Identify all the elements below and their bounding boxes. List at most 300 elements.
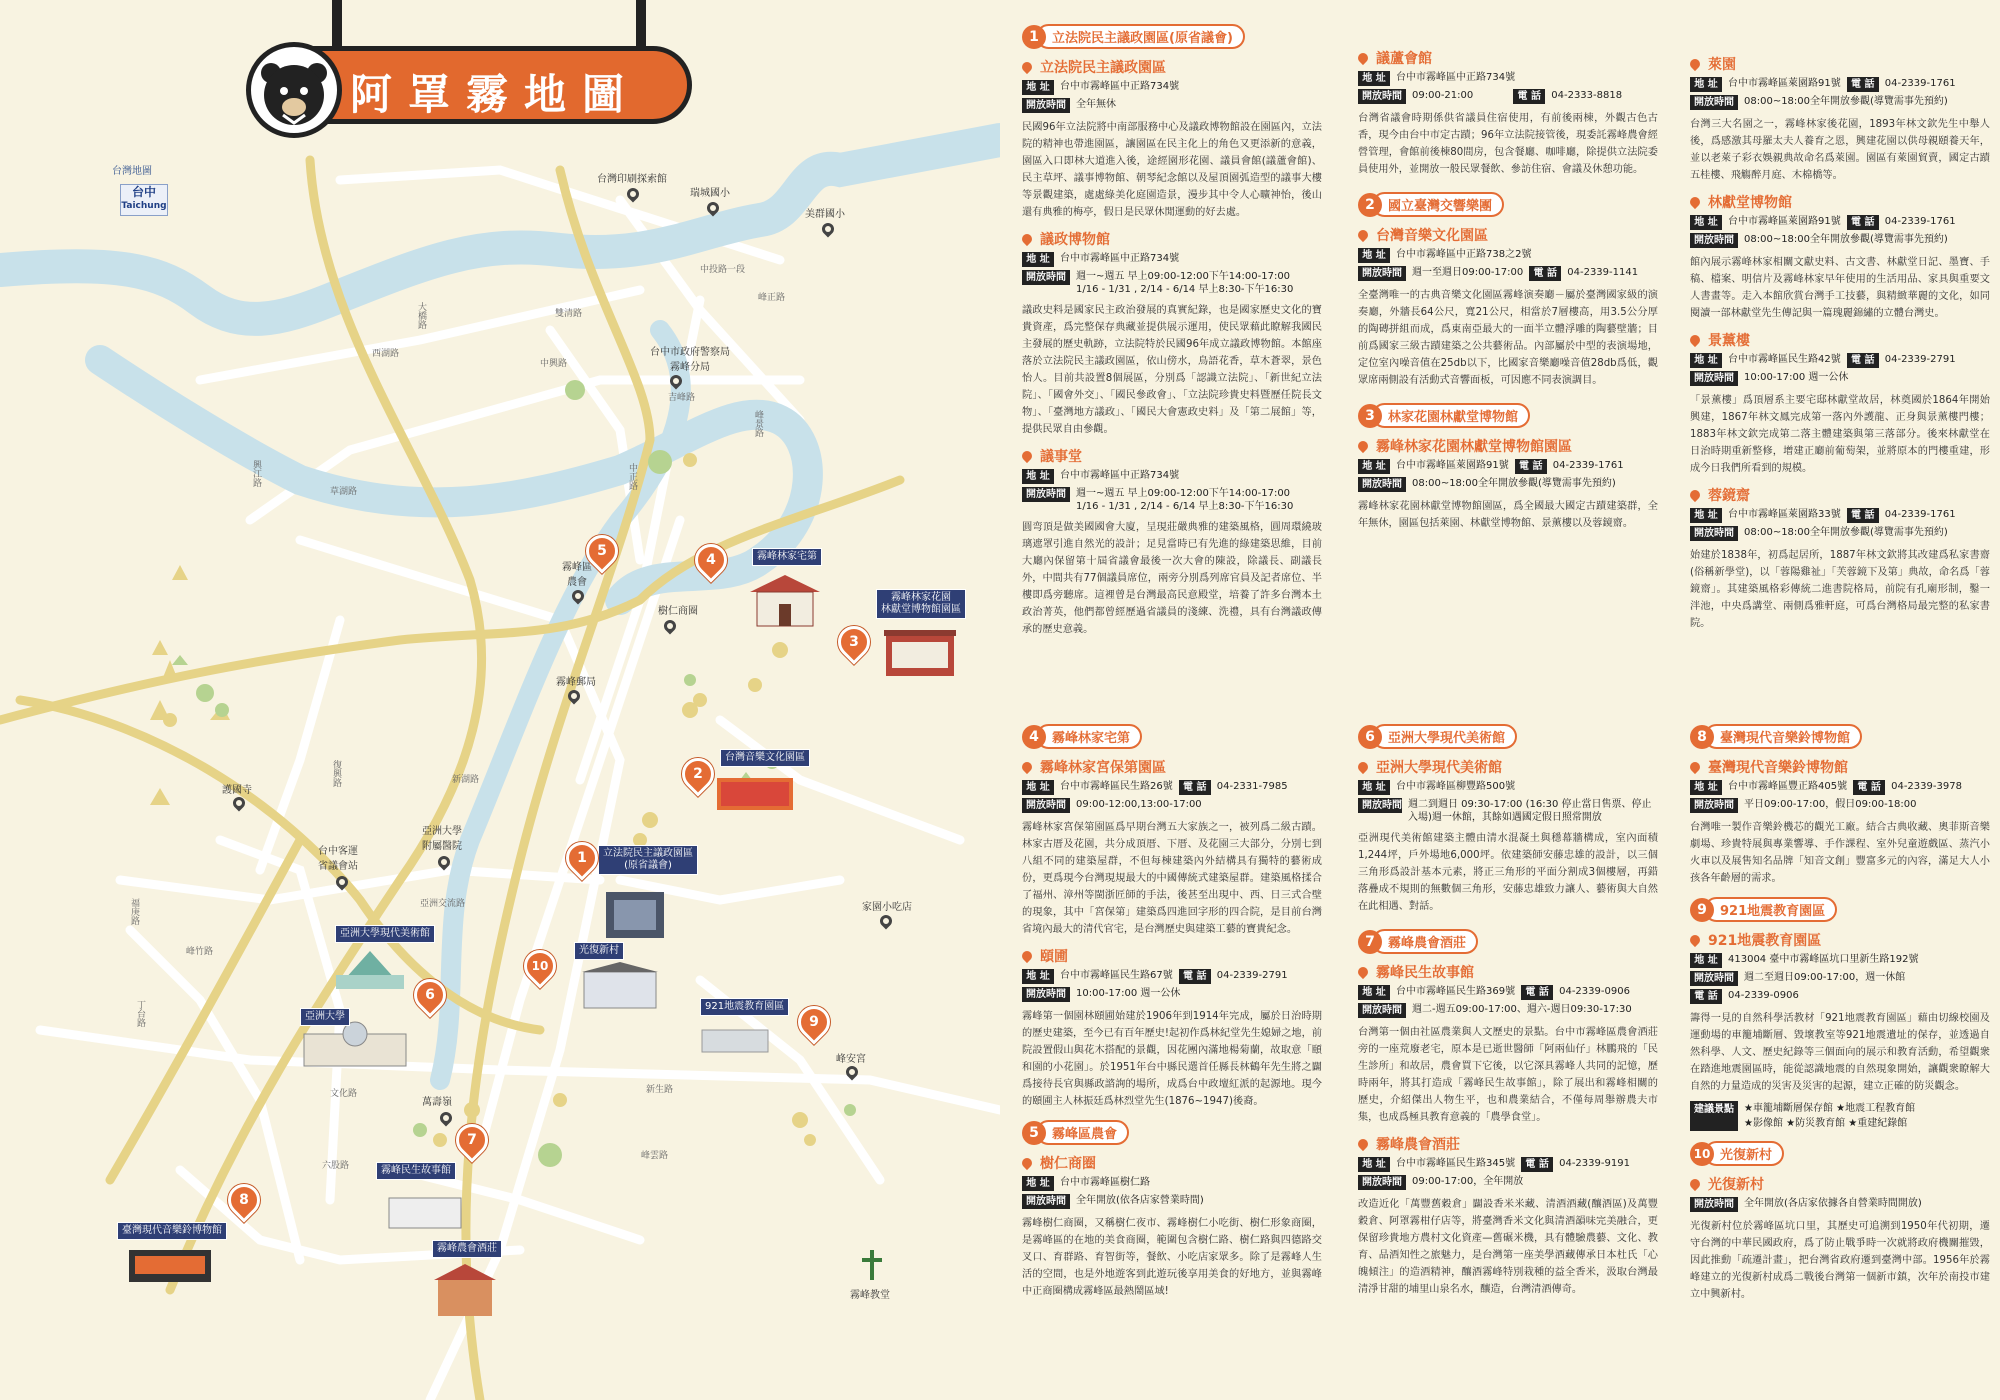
section-title: 霧峰區農會 bbox=[1036, 1120, 1129, 1145]
address-value: 台中市霧峰區萊園路91號 bbox=[1728, 78, 1841, 89]
phone-tag: 電 話 bbox=[1847, 353, 1879, 368]
hours-value: 週二-週五09:00-17:00、週六-週日09:30-17:30 bbox=[1412, 1004, 1632, 1015]
road-liuma: 六股路 bbox=[322, 1161, 350, 1171]
location-pin-icon bbox=[1020, 449, 1034, 463]
road-fengzheng: 峰正路 bbox=[758, 293, 786, 303]
address-value: 台中市霧峰區中正路734號 bbox=[1060, 253, 1180, 264]
city-en: Taichung bbox=[121, 201, 167, 211]
place-name bbox=[1690, 1174, 1990, 1194]
hours-tag: 開放時間 bbox=[1022, 798, 1070, 813]
location-pin-icon bbox=[1688, 195, 1702, 209]
place-title: 921地震教育園區 bbox=[1708, 933, 1822, 949]
label-church: 霧峰教堂 bbox=[850, 1290, 890, 1301]
guangfu-illustration bbox=[580, 962, 660, 1012]
address-value: 台中市霧峰區萊園路33號 bbox=[1728, 509, 1841, 520]
location-pin-icon bbox=[1688, 333, 1702, 347]
music-park-illustration bbox=[715, 772, 795, 812]
address-value: 台中市霧峰區中正路734號 bbox=[1396, 72, 1516, 83]
hours-tag: 開放時間 bbox=[1358, 266, 1406, 281]
phone-value: 04-2339-1761 bbox=[1884, 509, 1956, 520]
address-row bbox=[1358, 1157, 1658, 1172]
phone-tag: 電 話 bbox=[1847, 508, 1879, 523]
phone-value: 04-2339-1761 bbox=[1884, 78, 1956, 89]
address-row bbox=[1690, 353, 1990, 368]
road-jifeng: 吉峰路 bbox=[668, 393, 696, 403]
city-badge bbox=[120, 184, 168, 216]
phone-tag: 電 話 bbox=[1179, 780, 1211, 795]
poi-label-lin-garden: 霧峰林家花園 林獻堂博物館園區 bbox=[876, 589, 966, 619]
hours-value: 週一~週五 早上09:00-12:00下午14:00-17:00 1/16 - 1/31 , 2/14 - 6/14 早上8:30-下午16:30 bbox=[1076, 488, 1294, 512]
section-title: 立法院民主議政園區(原省議會) bbox=[1036, 24, 1245, 49]
city-cn: 台中 bbox=[131, 185, 156, 199]
winery-illustration bbox=[430, 1260, 500, 1320]
hours-value: 週二至週日09:00-17:00，週一休館 bbox=[1744, 972, 1906, 983]
road-dongling: 丁台路 bbox=[135, 1000, 145, 1027]
label-ruicheng: 瑞城國小 bbox=[690, 188, 730, 199]
hours-row bbox=[1358, 1003, 1658, 1018]
hours-tag: 開放時間 bbox=[1022, 98, 1070, 113]
place-name bbox=[1022, 446, 1322, 466]
phone-tag: 電 話 bbox=[1515, 459, 1547, 474]
address-tag: 地 址 bbox=[1358, 459, 1390, 474]
poi-label-guangfu: 光復新村 bbox=[574, 942, 624, 960]
place-description: 霧峰樹仁商圈，又稱樹仁夜市、霧峰樹仁小吃街、樹仁形象商圈，是霧峰區的在地的美食商圈，範圍包含樹仁路、樹仁路與四德路交叉口、育群路、育智街等，餐飲、小吃店家眾多。除了是霧峰人生活的空間，也是外地遊客到此遊玩後享用美食的好地方，並與霧峰中正商圈構成霧峰區最熱鬧區域! bbox=[1022, 1218, 1322, 1297]
poi-label-lin-residence: 霧峰林家宅第 bbox=[752, 548, 822, 566]
location-pin-icon bbox=[1688, 1177, 1702, 1191]
hours-value: 週二到週日 09:30-17:00 (16:30 停止當日售票、停止入場)週一休館，其餘如遇國定假日照常開放 bbox=[1408, 799, 1652, 823]
section-header-4 bbox=[1022, 724, 1322, 749]
hours-tag: 開放時間 bbox=[1690, 95, 1738, 110]
hours-row bbox=[1022, 987, 1322, 1002]
address-value: 413004 臺中市霧峰區坑口里新生路192號 bbox=[1728, 954, 1919, 965]
legislative-illustration bbox=[600, 886, 670, 942]
hours-tag: 開放時間 bbox=[1022, 987, 1070, 1002]
pin-number: 3 bbox=[849, 634, 859, 650]
poi-label-921: 921地震教育園區 bbox=[700, 998, 789, 1016]
place-title: 霧峰農會酒莊 bbox=[1376, 1137, 1460, 1153]
place-title: 林獻堂博物館 bbox=[1708, 195, 1792, 211]
location-pin-icon bbox=[1020, 1156, 1034, 1170]
address-tag: 地 址 bbox=[1022, 780, 1054, 795]
lin-garden-illustration bbox=[880, 620, 960, 680]
road-wenhua: 文化路 bbox=[330, 1089, 358, 1099]
hours-tag: 開放時間 bbox=[1690, 233, 1738, 248]
label-shuren: 樹仁商圈 bbox=[658, 606, 698, 617]
pin-number: 8 bbox=[239, 1192, 249, 1208]
address-value: 台中市霧峰區萊園路91號 bbox=[1396, 460, 1509, 471]
road-dajiang: 大橋路 bbox=[416, 302, 426, 329]
hours-row bbox=[1022, 1194, 1322, 1209]
section-title: 臺灣現代音樂鈴博物館 bbox=[1704, 724, 1862, 749]
address-tag: 地 址 bbox=[1022, 80, 1054, 95]
label-wanshou: 萬壽嶺 bbox=[422, 1097, 452, 1108]
column-2-lower bbox=[1358, 718, 1658, 1298]
phone-tag: 電 話 bbox=[1853, 780, 1885, 795]
road-xihu: 西湖路 bbox=[372, 349, 400, 359]
place-name bbox=[1358, 757, 1658, 777]
section-header-2 bbox=[1358, 192, 1658, 217]
place-name bbox=[1358, 1134, 1658, 1154]
section-title: 光復新村 bbox=[1704, 1141, 1784, 1166]
poi-label-music-bell: 臺灣現代音樂鈴博物館 bbox=[117, 1222, 227, 1240]
place-name bbox=[1022, 757, 1322, 777]
address-row bbox=[1358, 248, 1658, 263]
section-number: 10 bbox=[1690, 1142, 1714, 1166]
pin-number: 10 bbox=[531, 959, 549, 973]
phone-value: 04-2339-1761 bbox=[1552, 460, 1624, 471]
section-header-6 bbox=[1358, 724, 1658, 749]
hours-tag: 開放時間 bbox=[1022, 1194, 1070, 1209]
place-name bbox=[1022, 229, 1322, 249]
road-fuyong: 福庚路 bbox=[129, 898, 139, 925]
pin-number: 6 bbox=[425, 987, 435, 1003]
address-tag: 地 址 bbox=[1358, 985, 1390, 1000]
address-tag: 地 址 bbox=[1690, 353, 1722, 368]
road-shuangqing: 雙清路 bbox=[555, 309, 583, 319]
hours-value: 08:00~18:00全年開放參觀(導覽需事先預約) bbox=[1412, 478, 1616, 489]
place-name bbox=[1022, 1153, 1322, 1173]
phone-row bbox=[1690, 989, 1990, 1004]
place-description: 台灣三大名園之一，霧峰林家後花園，1893年林文欽先生中舉人後，爲感激其母羅太夫人養育之恩，興建花園以供母親頤養天年，並以老萊子彩衣娛親典故命名爲萊園。園區有萊園貿賣，國定古蹟五桂樓、飛觴醉月庭、木棉橋等。 bbox=[1690, 119, 1990, 181]
road-zhongxing: 中興路 bbox=[540, 359, 568, 369]
location-pin-icon bbox=[1356, 228, 1370, 242]
place-description: 亞洲現代美術館建築主體由清水混凝土與穩幕牆構成，室內面積1,244坪，戶外場地6,000坪。依建築師安藤忠雄的設計，以三個三角形爲設計基本元素，將正三角形的平面分割成3個樓層，再錯落疊成不規則的無數個三角形，安藤忠雄致力讓人、藝術與大自然在此相遇、對話。 bbox=[1358, 833, 1658, 912]
column-1-lower bbox=[1022, 718, 1322, 1300]
address-row bbox=[1690, 953, 1990, 968]
road-xinsheng: 新生路 bbox=[646, 1085, 674, 1095]
phone-value: 04-2339-1761 bbox=[1884, 216, 1956, 227]
poi-label-asia-museum: 亞洲大學現代美術館 bbox=[335, 925, 435, 943]
road-caohu: 草湖路 bbox=[330, 487, 358, 497]
section-title: 亞洲大學現代美術館 bbox=[1372, 724, 1517, 749]
hours-row bbox=[1690, 371, 1990, 386]
label-bus: 台中客運 省議會站 bbox=[318, 846, 358, 872]
phone-value: 04-2339-1141 bbox=[1567, 267, 1639, 278]
hours-value: 全年開放(依各店家營業時間) bbox=[1076, 1195, 1204, 1206]
location-pin-icon bbox=[1020, 949, 1034, 963]
poi-label-legislative: 立法院民主議政園區 (原省議會) bbox=[598, 845, 698, 875]
column-3 bbox=[1690, 18, 1990, 632]
address-tag: 地 址 bbox=[1690, 508, 1722, 523]
place-title: 亞洲大學現代美術館 bbox=[1376, 760, 1502, 776]
poi-label-music-park: 台灣音樂文化園區 bbox=[720, 749, 810, 767]
address-tag: 地 址 bbox=[1690, 77, 1722, 92]
location-pin-icon bbox=[1356, 439, 1370, 453]
hours-row bbox=[1690, 526, 1990, 541]
place-description: 台灣省議會時期係供省議員住宿使用，有前後兩棟，外觀古色古香，現今由台中市定古蹟；96年立法院接管後，現委託霧峰農會經營管理，會館前後棟80間房，包含餐廳、咖啡廳，除提供立法院委員使用外，並開放一般民眾餐飲、參訪住宿、會議及休憩功能。 bbox=[1358, 113, 1658, 175]
place-description: 台灣第一個由社區農業與人文歷史的景點。台中市霧峰區農會酒莊旁的一座荒廢老宅，原本是已逝世醫師「阿兩仙仔」林鵬飛的「民生診所」和故居，農會買下它後，以它深具霧峰人共同的記憶，歷時兩年，將其打造成「霧峰民生故事館」，除了展出和霧峰相關的歷史，介紹傑出人物生平，也和農業結合，不僅每周舉辦農夫市集，也成爲極具教育意義的「農學食堂」。 bbox=[1358, 1027, 1658, 1123]
address-tag: 地 址 bbox=[1690, 953, 1722, 968]
lin-residence-illustration bbox=[745, 570, 825, 630]
place-title: 霧峰民生故事館 bbox=[1376, 965, 1474, 981]
poi-label-asia-university: 亞洲大學 bbox=[300, 1008, 350, 1026]
hours-value: 09:00-12:00,13:00-17:00 bbox=[1076, 799, 1202, 810]
address-value: 台中市霧峰區民生路26號 bbox=[1060, 781, 1173, 792]
location-pin-icon bbox=[1020, 232, 1034, 246]
hours-row bbox=[1358, 266, 1658, 281]
place-name bbox=[1358, 225, 1658, 245]
page-title: 阿罩霧地圖 bbox=[350, 70, 641, 119]
features-value: ★車籠埔斷層保存館 ★地震工程教育館 ★影像館 ★防災教育館 ★重建紀錄館 bbox=[1744, 1103, 1916, 1129]
features-tag: 建議景點 bbox=[1690, 1101, 1738, 1131]
phone-tag: 電 話 bbox=[1690, 989, 1722, 1004]
pin-number: 4 bbox=[706, 552, 716, 568]
hours-tag: 開放時間 bbox=[1690, 1197, 1738, 1212]
hours-tag: 開放時間 bbox=[1358, 1003, 1406, 1018]
hours-value: 09:00-17:00，全年開放 bbox=[1412, 1176, 1524, 1187]
hours-tag: 開放時間 bbox=[1690, 371, 1738, 386]
place-title: 議事堂 bbox=[1040, 449, 1082, 465]
hours-value: 10:00-17:00 週一公休 bbox=[1744, 372, 1849, 383]
section-title: 霧峰林家宅第 bbox=[1036, 724, 1142, 749]
address-tag: 地 址 bbox=[1690, 780, 1722, 795]
address-value: 台中市霧峰區中正路734號 bbox=[1060, 81, 1180, 92]
place-description: 館內展示霧峰林家相關文獻史料、古文書、林獻堂日記、墨寶、手稿、檔案、明信片及霧峰林家早年使用的生活用品、家具與重要文人書畫等。走入本館欣賞台灣手工技藝，與精緻華麗的文化，如同閱讀一部林獻堂先生傳記與一篇瑰麗錦繡的立體台灣史。 bbox=[1690, 257, 1990, 319]
place-name bbox=[1690, 757, 1990, 777]
road-xinhu: 新湖路 bbox=[452, 775, 480, 785]
place-name bbox=[1358, 962, 1658, 982]
place-name bbox=[1690, 330, 1990, 350]
section-header-3 bbox=[1358, 403, 1658, 428]
address-value: 台中市霧峰區民生路369號 bbox=[1396, 986, 1516, 997]
phone-value: 04-2331-7985 bbox=[1216, 781, 1288, 792]
section-number: 1 bbox=[1022, 25, 1046, 49]
phone-value: 04-2333-8818 bbox=[1551, 90, 1623, 101]
address-row bbox=[1358, 985, 1658, 1000]
location-pin-icon bbox=[1356, 965, 1370, 979]
section-number: 8 bbox=[1690, 725, 1714, 749]
address-value: 台中市霧峰區柳豐路500號 bbox=[1396, 781, 1516, 792]
hours-tag: 開放時間 bbox=[1358, 89, 1406, 104]
address-tag: 地 址 bbox=[1022, 252, 1054, 267]
place-title: 霧峰林家花園林獻堂博物館園區 bbox=[1376, 439, 1572, 455]
section-header-5 bbox=[1022, 1120, 1322, 1145]
address-row bbox=[1358, 71, 1658, 86]
address-value: 台中市霧峰區中正路734號 bbox=[1060, 470, 1180, 481]
road-fengyun: 峰雲路 bbox=[641, 1151, 669, 1161]
music-bell-museum-illustration bbox=[125, 1240, 215, 1286]
section-number: 9 bbox=[1690, 898, 1714, 922]
location-pin-icon bbox=[1356, 1137, 1370, 1151]
address-value: 台中市霧峰區萊園路91號 bbox=[1728, 216, 1841, 227]
hours-value: 10:00-17:00 週一公休 bbox=[1076, 988, 1181, 999]
place-name bbox=[1358, 436, 1658, 456]
address-row bbox=[1022, 80, 1322, 95]
earthquake-park-illustration bbox=[700, 1020, 770, 1056]
place-title: 萊園 bbox=[1708, 57, 1736, 73]
place-name bbox=[1022, 946, 1322, 966]
road-fengzhu: 峰竹路 bbox=[186, 947, 214, 957]
phone-tag: 電 話 bbox=[1529, 266, 1561, 281]
location-pin-icon bbox=[1688, 488, 1702, 502]
address-tag: 地 址 bbox=[1022, 969, 1054, 984]
location-pin-icon bbox=[1688, 57, 1702, 71]
phone-tag: 電 話 bbox=[1513, 89, 1545, 104]
poi-label-winery: 霧峰農會酒莊 bbox=[432, 1240, 502, 1258]
hours-tag: 開放時間 bbox=[1358, 798, 1402, 813]
place-description: 議政史料是國家民主政治發展的真實紀錄，也是國家歷史文化的寶貴資產，爲完整保存典藏並提供展示運用，使民眾藉此瞭解我國民主發展的歷史軌跡，立法院特於民國96年成立議政博物館。本館座落於立法院民主議政園區，依山傍水，鳥語花香，草木蒼翠，景色怡人。目前共設置8個展區，分別爲「認識立法院」、「新世紀立法院」、「國會外交」、「國民參政會」、「立法院珍貴史料暨歷任院長文物」、「臺灣地方議政」、「國民大會憲政史料」及「第二展館」等，提供民眾自由參觀。 bbox=[1022, 305, 1322, 435]
place-name bbox=[1690, 930, 1990, 950]
location-pin-icon bbox=[1356, 760, 1370, 774]
pin-number: 2 bbox=[693, 766, 703, 782]
address-row bbox=[1690, 77, 1990, 92]
place-name bbox=[1690, 485, 1990, 505]
place-title: 臺灣現代音樂鈴博物館 bbox=[1708, 760, 1848, 776]
phone-tag: 電 話 bbox=[1521, 1157, 1553, 1172]
place-name bbox=[1358, 48, 1658, 68]
place-title: 樹仁商圈 bbox=[1040, 1156, 1096, 1172]
phone-value: 04-2339-2791 bbox=[1216, 970, 1288, 981]
place-title: 景薰樓 bbox=[1708, 333, 1750, 349]
hours-tag: 開放時間 bbox=[1690, 526, 1738, 541]
location-pin-icon bbox=[1356, 51, 1370, 65]
place-description: 全臺灣唯一的古典音樂文化園區霧峰演奏廳－屬於臺灣國家級的演奏廳，外牆長64公尺，寬21公尺，相當於7層樓高，用3.5公分厚的陶磚拼組而成，爲東南亞最大的一面半立體浮雕的陶藝壁牆；目前爲國家三級古蹟建築之公共藝術品。內部屬於中型的表演場地，定位室內噪音值在25db以下，比國家音樂廳噪音值28db爲低，觀眾席兩側設有活動式音響面板，可因應不同表演調目。 bbox=[1358, 290, 1658, 386]
section-number: 7 bbox=[1358, 930, 1382, 954]
address-tag: 地 址 bbox=[1358, 1157, 1390, 1172]
pin-number: 5 bbox=[597, 543, 607, 559]
place-title: 議蘆會館 bbox=[1376, 51, 1432, 67]
features-row bbox=[1690, 1101, 1990, 1131]
address-row bbox=[1358, 459, 1658, 474]
poi-label-minsheng: 霧峰民生故事館 bbox=[376, 1162, 456, 1180]
hours-value: 08:00~18:00全年開放參觀(導覽需事先預約) bbox=[1744, 527, 1948, 538]
hours-row bbox=[1358, 477, 1658, 492]
address-tag: 地 址 bbox=[1358, 71, 1390, 86]
address-row bbox=[1358, 780, 1658, 795]
hours-tag: 開放時間 bbox=[1358, 1175, 1406, 1190]
section-header-9 bbox=[1690, 897, 1990, 922]
address-row bbox=[1022, 780, 1322, 795]
address-row bbox=[1690, 215, 1990, 230]
hours-tag: 開放時間 bbox=[1690, 971, 1738, 986]
column-1 bbox=[1022, 18, 1322, 638]
minsheng-illustration bbox=[385, 1190, 465, 1230]
road-jiaotong: 亞洲交流路 bbox=[420, 899, 466, 909]
phone-tag: 電 話 bbox=[1179, 969, 1211, 984]
road-zhongtou: 中投路一段 bbox=[700, 265, 746, 275]
hours-row bbox=[1690, 1197, 1990, 1212]
section-number: 3 bbox=[1358, 404, 1382, 428]
location-pin-icon bbox=[1688, 933, 1702, 947]
address-value: 台中市霧峰區中正路738之2號 bbox=[1396, 249, 1532, 260]
label-post: 霧峰郵局 bbox=[556, 677, 596, 688]
phone-value: 04-2339-0906 bbox=[1728, 990, 1799, 1001]
hours-row bbox=[1022, 98, 1322, 113]
road-zhongzheng: 中正路 bbox=[627, 463, 637, 490]
road-fengjing: 峰景路 bbox=[753, 410, 763, 437]
place-description: 籌得一見的自然科學活教材「921地震教育園區」藉由切線校園及運動場的車籠埔斷層、毀壞教室等921地震遺址的保存，並透過自然科學、人文、歷史紀錄等三個面向的展示和教育活動，希望觀衆在踏進地震園區時，能從認識地震的自然現象開始，讓觀衆瞭解大自然的力量造成的災害及災害的起源，建立正確的防災觀念。 bbox=[1690, 1013, 1990, 1092]
hours-tag: 開放時間 bbox=[1358, 477, 1406, 492]
hours-tag: 開放時間 bbox=[1022, 270, 1070, 285]
address-value: 台中市霧峰區民生路345號 bbox=[1396, 1158, 1516, 1169]
address-row bbox=[1022, 252, 1322, 267]
column-2 bbox=[1358, 18, 1658, 532]
column-3-lower bbox=[1690, 718, 1990, 1303]
label-huguo: 護國寺 bbox=[222, 785, 252, 796]
place-description: 始建於1838年，初爲起居所，1887年林文欽將其改建爲私家書齋(俗稱新學堂)，以「蓉陽雞祉」「芙蓉鏡下及第」典故，命名爲「蓉鏡齋」。其建築風格彩傳統二進書院格局，前院有孔廟形制，鑿一泮池，中央爲講堂、兩側爲雅軒庭，可爲台灣格局最完整的私家書院。 bbox=[1690, 550, 1990, 629]
place-title: 台灣音樂文化園區 bbox=[1376, 228, 1488, 244]
pin-number: 1 bbox=[577, 850, 587, 866]
phone-value: 04-2339-9191 bbox=[1559, 1158, 1630, 1169]
address-row bbox=[1022, 1176, 1322, 1191]
hours-value: 全年無休 bbox=[1076, 99, 1116, 110]
location-pin-icon bbox=[1020, 60, 1034, 74]
address-row bbox=[1022, 469, 1322, 484]
place-title: 立法院民主議政園區 bbox=[1040, 60, 1166, 76]
place-name bbox=[1022, 57, 1322, 77]
hours-row bbox=[1358, 798, 1658, 824]
hours-value: 週一~週五 早上09:00-12:00下午14:00-17:00 1/16 - 1/31 , 2/14 - 6/14 早上8:30-下午16:30 bbox=[1076, 271, 1294, 295]
hours-row bbox=[1358, 1175, 1658, 1190]
address-tag: 地 址 bbox=[1358, 248, 1390, 263]
phone-tag: 電 話 bbox=[1521, 985, 1553, 1000]
place-title: 蓉鏡齋 bbox=[1708, 488, 1750, 504]
address-tag: 地 址 bbox=[1690, 215, 1722, 230]
place-description: 圓弯頂是做美國國會大廈，呈現莊嚴典雅的建築風格，圓周環繞玻璃遮罩引進自然光的設計；足見當時已有先進的綠建築思維，目前大廳內保留第十屆省議會最後一次大會的陳設，除議長、副議長外，中間共有77個議員席位，兩旁分別爲列席官員及記者席位、半樓即爲旁聽席。這裡曾是台灣最高民意殿堂，培養了許多台灣本土政治菁英，他們都曾經歷過省議員的淺練、洗禮，具有台灣議政傳承的歷史意義。 bbox=[1022, 522, 1322, 635]
address-tag: 地 址 bbox=[1358, 780, 1390, 795]
address-value: 台中市霧峰區樹仁路 bbox=[1060, 1177, 1150, 1188]
place-description: 民國96年立法院將中南部服務中心及議政博物館設在園區內，立法院的精神也帶進園區，讓園區在民主化上的角色又更添新的意義，園區入口即林大道進入後，途經園形花園、議員會館(議蘆會館)、民主草坪、議事博物館、朝琴紀念館以及屋頂園弧造型的議事大樓等景觀建築，處處綠美化庭園造景，漫步其中令人心曠神怡，後山還有典雅的梅亭，假日是民眾休閒運動的好去處。 bbox=[1022, 122, 1322, 218]
pin-number: 7 bbox=[467, 1132, 477, 1148]
hours-value: 09:00-21:00 bbox=[1412, 90, 1474, 101]
hours-value: 全年開放(各店家依據各自營業時間開放) bbox=[1744, 1198, 1922, 1209]
section-number: 6 bbox=[1358, 725, 1382, 749]
place-description: 霧峰第一個園林頤圃始建於1906年到1914年完成，屬於日治時期的歷史建築，至今已有百年歷史!起初作爲林紀堂先生媳婦之地，前院設置假山與花木搭配的景觀，因花團內滿地楊菊蘭，故取意「頤和園的小花園」。於1951年台中縣民選首任縣長林鶴年先生將之闢爲接待長官與縣政諮詢的場所，成爲台中政壇紅派的起源地。現今的頤圃主人林振廷爲林烈堂先生(1876~1947)後裔。 bbox=[1022, 1011, 1322, 1107]
label-fengan: 峰安宮 bbox=[836, 1054, 866, 1065]
section-title: 國立臺灣交響樂團 bbox=[1372, 192, 1504, 217]
place-title: 頤圃 bbox=[1040, 949, 1068, 965]
section-header-10 bbox=[1690, 1141, 1990, 1166]
place-title: 議政博物館 bbox=[1040, 232, 1110, 248]
section-number: 2 bbox=[1358, 193, 1382, 217]
place-title: 光復新村 bbox=[1708, 1177, 1764, 1193]
hours-value: 08:00~18:00全年開放參觀(導覽需事先預約) bbox=[1744, 96, 1948, 107]
hours-row bbox=[1690, 233, 1990, 248]
hours-tag: 開放時間 bbox=[1690, 798, 1738, 813]
asia-museum-illustration bbox=[330, 945, 410, 995]
hours-row bbox=[1022, 798, 1322, 813]
location-pin-icon bbox=[1020, 760, 1034, 774]
pin-number: 9 bbox=[809, 1014, 819, 1030]
hours-tag: 開放時間 bbox=[1022, 487, 1070, 502]
label-home-snack: 家園小吃店 bbox=[862, 902, 912, 913]
address-row bbox=[1690, 508, 1990, 523]
phone-tag: 電 話 bbox=[1847, 77, 1879, 92]
address-value: 台中市霧峰區民生路42號 bbox=[1728, 354, 1841, 365]
road-xingjiang: 興江路 bbox=[251, 460, 261, 487]
place-description: 霧峰林家花園林獻堂博物館園區，爲全國最大國定古蹟建築群，全年無休，園區包括萊園、林獻堂博物館、景薰樓以及蓉鏡齋。 bbox=[1358, 501, 1658, 529]
address-value: 台中市霧峰區豐正路405號 bbox=[1728, 781, 1848, 792]
hours-row bbox=[1358, 89, 1658, 104]
section-header-7 bbox=[1358, 929, 1658, 954]
section-title: 霧峰農會酒莊 bbox=[1372, 929, 1478, 954]
place-name bbox=[1690, 192, 1990, 212]
place-description: 改造近化「萬豐舊穀倉」闢設香米米藏、清酒酒藏(釀酒區)及萬豐穀倉、阿罩霧柑仔店等，將臺灣香米文化與清酒韻味完美融合，更保留珍貴地方農村文化資產—舊碾米機，具有體驗農藝、文化、教育、品酒知性之旅魅力，是台灣第一座美學酒藏傳承日本杜氏「心魄傾注」的造酒精神，釀酒霧峰特別栽種的益全香米，汲取台灣最清淨甘甜的埔里山泉名水，釀造，台灣清酒傳奇。 bbox=[1358, 1199, 1658, 1295]
section-header-8 bbox=[1690, 724, 1990, 749]
label-printing: 台灣印刷探索館 bbox=[597, 174, 667, 185]
bear-icon bbox=[246, 42, 342, 138]
place-description: 台灣唯一製作音樂鈴機芯的觀光工廠。結合古典收藏、奧菲斯音樂劇場、珍貴特展與專業響導、手作課程、室外兒童遊戲區、蒸汽小火車以及展售知名品牌「知音文創」豐富多元的內容，滿足大人小孩各年齡層的需求。 bbox=[1690, 822, 1990, 884]
road-fuxing: 復興路 bbox=[331, 760, 341, 787]
hours-value: 08:00~18:00全年開放參觀(導覽需事先預約) bbox=[1744, 234, 1948, 245]
hours-value: 週一至週日09:00-17:00 bbox=[1412, 267, 1524, 278]
hours-row bbox=[1022, 487, 1322, 513]
place-description: 光復新村位於霧峰區坑口里，其歷史可追溯到1950年代初期，遷守台灣的中華民國政府，爲了防止戰爭時一次就將政府機關摧毀，因此推動「疏遷計畫」，把台灣省政府遷到臺灣中部。1956年於霧峰建立的光復新村成爲二戰後台灣第一個新市鎮，次年於南投市建立中興新村。 bbox=[1690, 1221, 1990, 1300]
hours-row bbox=[1690, 95, 1990, 110]
hours-row bbox=[1022, 270, 1322, 296]
phone-value: 04-2339-3978 bbox=[1891, 781, 1962, 792]
address-value: 台中市霧峰區民生路67號 bbox=[1060, 970, 1173, 981]
